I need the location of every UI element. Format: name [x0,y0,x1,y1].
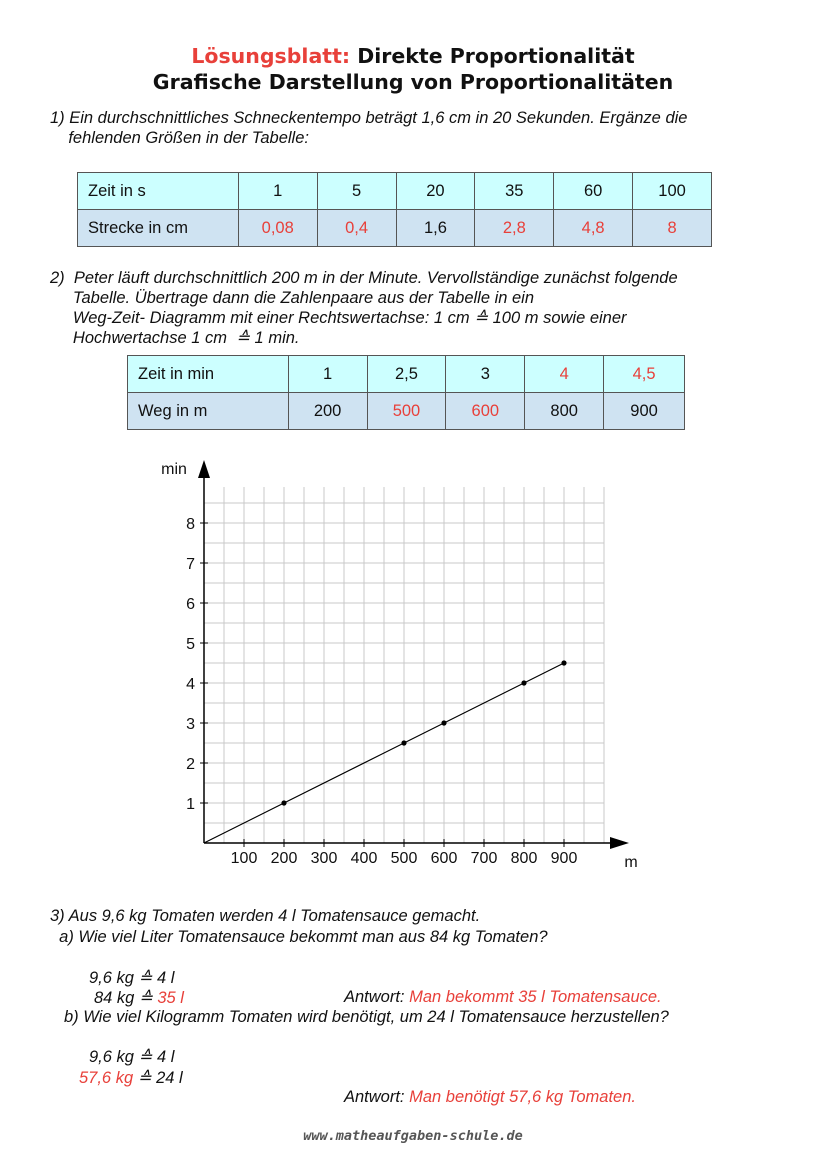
chart-grid [204,487,604,843]
chart-marks [204,660,567,843]
task3-a-line2-value: 35 l [157,989,184,1007]
x-tick-label: 100 [230,850,258,867]
task1-row-distance-label: Strecke in cm [78,210,239,247]
data-point [281,800,286,805]
x-tick-label: 800 [510,850,538,867]
y-tick-label: 2 [186,756,195,773]
task2-time-cell: 3 [446,356,525,393]
task1-row-time-label: Zeit in s [78,173,239,210]
footer-url: www.mathеaufgaben-schule.de [303,1128,523,1144]
task3-b-line2-value: 57,6 kg [79,1069,134,1087]
task3-b-line2-right: ≙ 24 l [133,1069,183,1087]
task1-time-cell: 35 [475,173,554,210]
task1-distance-cell: 4,8 [554,210,633,247]
page-title-line2: Grafische Darstellung von Proportionalitäten [152,70,674,94]
task2-distance-cell: 900 [604,393,685,430]
task1-distance-cell: 1,6 [396,210,475,247]
y-tick-label: 7 [186,556,195,573]
task3-a-answer [344,988,662,1007]
task2-time-cell: 4 [525,356,604,393]
task3-b-answer [344,1088,636,1107]
task3-a-line2-left: 84 kg ≙ [94,989,158,1007]
y-tick-label: 6 [186,596,195,613]
data-point [561,660,566,665]
task3-a-question: a) Wie viel Liter Tomatensauce bekommt man aus 84 kg Tomaten? [50,928,548,946]
task1-text-1: 1) Ein durchschnittliches Schneckentempo beträgt 1,6 cm in 20 Sekunden. Ergänze die [50,109,688,127]
y-tick-label: 3 [186,716,195,733]
task3-b-line2 [79,1068,183,1088]
task1-distance-cell: 2,8 [475,210,554,247]
task2-distance-cell: 600 [446,393,525,430]
data-point [401,740,406,745]
x-tick-label: 300 [310,850,338,867]
x-tick-label: 500 [390,850,418,867]
task2-distance-cell: 200 [288,393,367,430]
task1-distance-cell: 8 [633,210,712,247]
task3-a-answer-label: Antwort: [344,988,410,1006]
task1-text-2: fehlenden Größen in der Tabelle: [50,129,309,147]
task2-row-time-label: Zeit in min [128,356,289,393]
task1-distance-cell: 0,4 [317,210,396,247]
task3-a-answer-text: Man bekommt 35 l Tomatensauce. [409,988,662,1006]
task1-time-cell: 5 [317,173,396,210]
task3-b-answer-text: Man benötigt 57,6 kg Tomaten. [409,1088,636,1106]
task3-a-line2 [94,988,184,1008]
y-axis-label: min [161,461,187,478]
y-tick-label: 8 [186,516,195,533]
x-axis-arrow [610,837,629,849]
task3-a-line1: 9,6 kg ≙ 4 l [89,969,175,987]
title-prefix: Lösungsblatt: [191,44,351,68]
x-axis-label: m [624,854,638,871]
data-point [521,680,526,685]
task2-distance-cell: 500 [367,393,446,430]
task1-time-cell: 20 [396,173,475,210]
task2-time-cell: 4,5 [604,356,685,393]
chart-ticks [186,516,577,867]
task2-text-4: Hochwertachse 1 cm ≙ 1 min. [50,329,300,347]
y-tick-label: 4 [186,676,195,693]
y-tick-label: 1 [186,796,195,813]
data-point [441,720,446,725]
task2-text-2: Tabelle. Übertrage dann die Zahlenpaare aus der Tabelle in ein [50,289,535,307]
task3-intro: 3) Aus 9,6 kg Tomaten werden 4 l Tomatensauce gemacht. [50,907,481,925]
task2-row-distance-label: Weg in m [128,393,289,430]
task1-time-cell: 60 [554,173,633,210]
x-tick-label: 700 [470,850,498,867]
x-tick-label: 900 [550,850,578,867]
x-tick-label: 200 [270,850,298,867]
task2-text-1: 2) Peter läuft durchschnittlich 200 m in der Minute. Vervollständige zunächst folgende [50,269,678,287]
task2-time-cell: 1 [288,356,367,393]
x-tick-label: 600 [430,850,458,867]
task3-b-question: b) Wie viel Kilogramm Tomaten wird benötigt, um 24 l Tomatensauce herzustellen? [64,1008,669,1026]
task2-distance-cell: 800 [525,393,604,430]
task1-distance-cell: 0,08 [238,210,317,247]
task2-time-cell: 2,5 [367,356,446,393]
x-tick-label: 400 [350,850,378,867]
task1-time-cell: 100 [633,173,712,210]
task2-text-3: Weg-Zeit- Diagramm mit einer Rechtswertachse: 1 cm ≙ 100 m sowie einer [50,309,627,327]
y-axis-arrow [198,460,210,478]
task3-b-line1: 9,6 kg ≙ 4 l [89,1048,175,1066]
title-main: Direkte Proportionalität [357,44,635,68]
task3-b-answer-label: Antwort: [344,1088,410,1106]
y-tick-label: 5 [186,636,195,653]
task1-time-cell: 1 [238,173,317,210]
